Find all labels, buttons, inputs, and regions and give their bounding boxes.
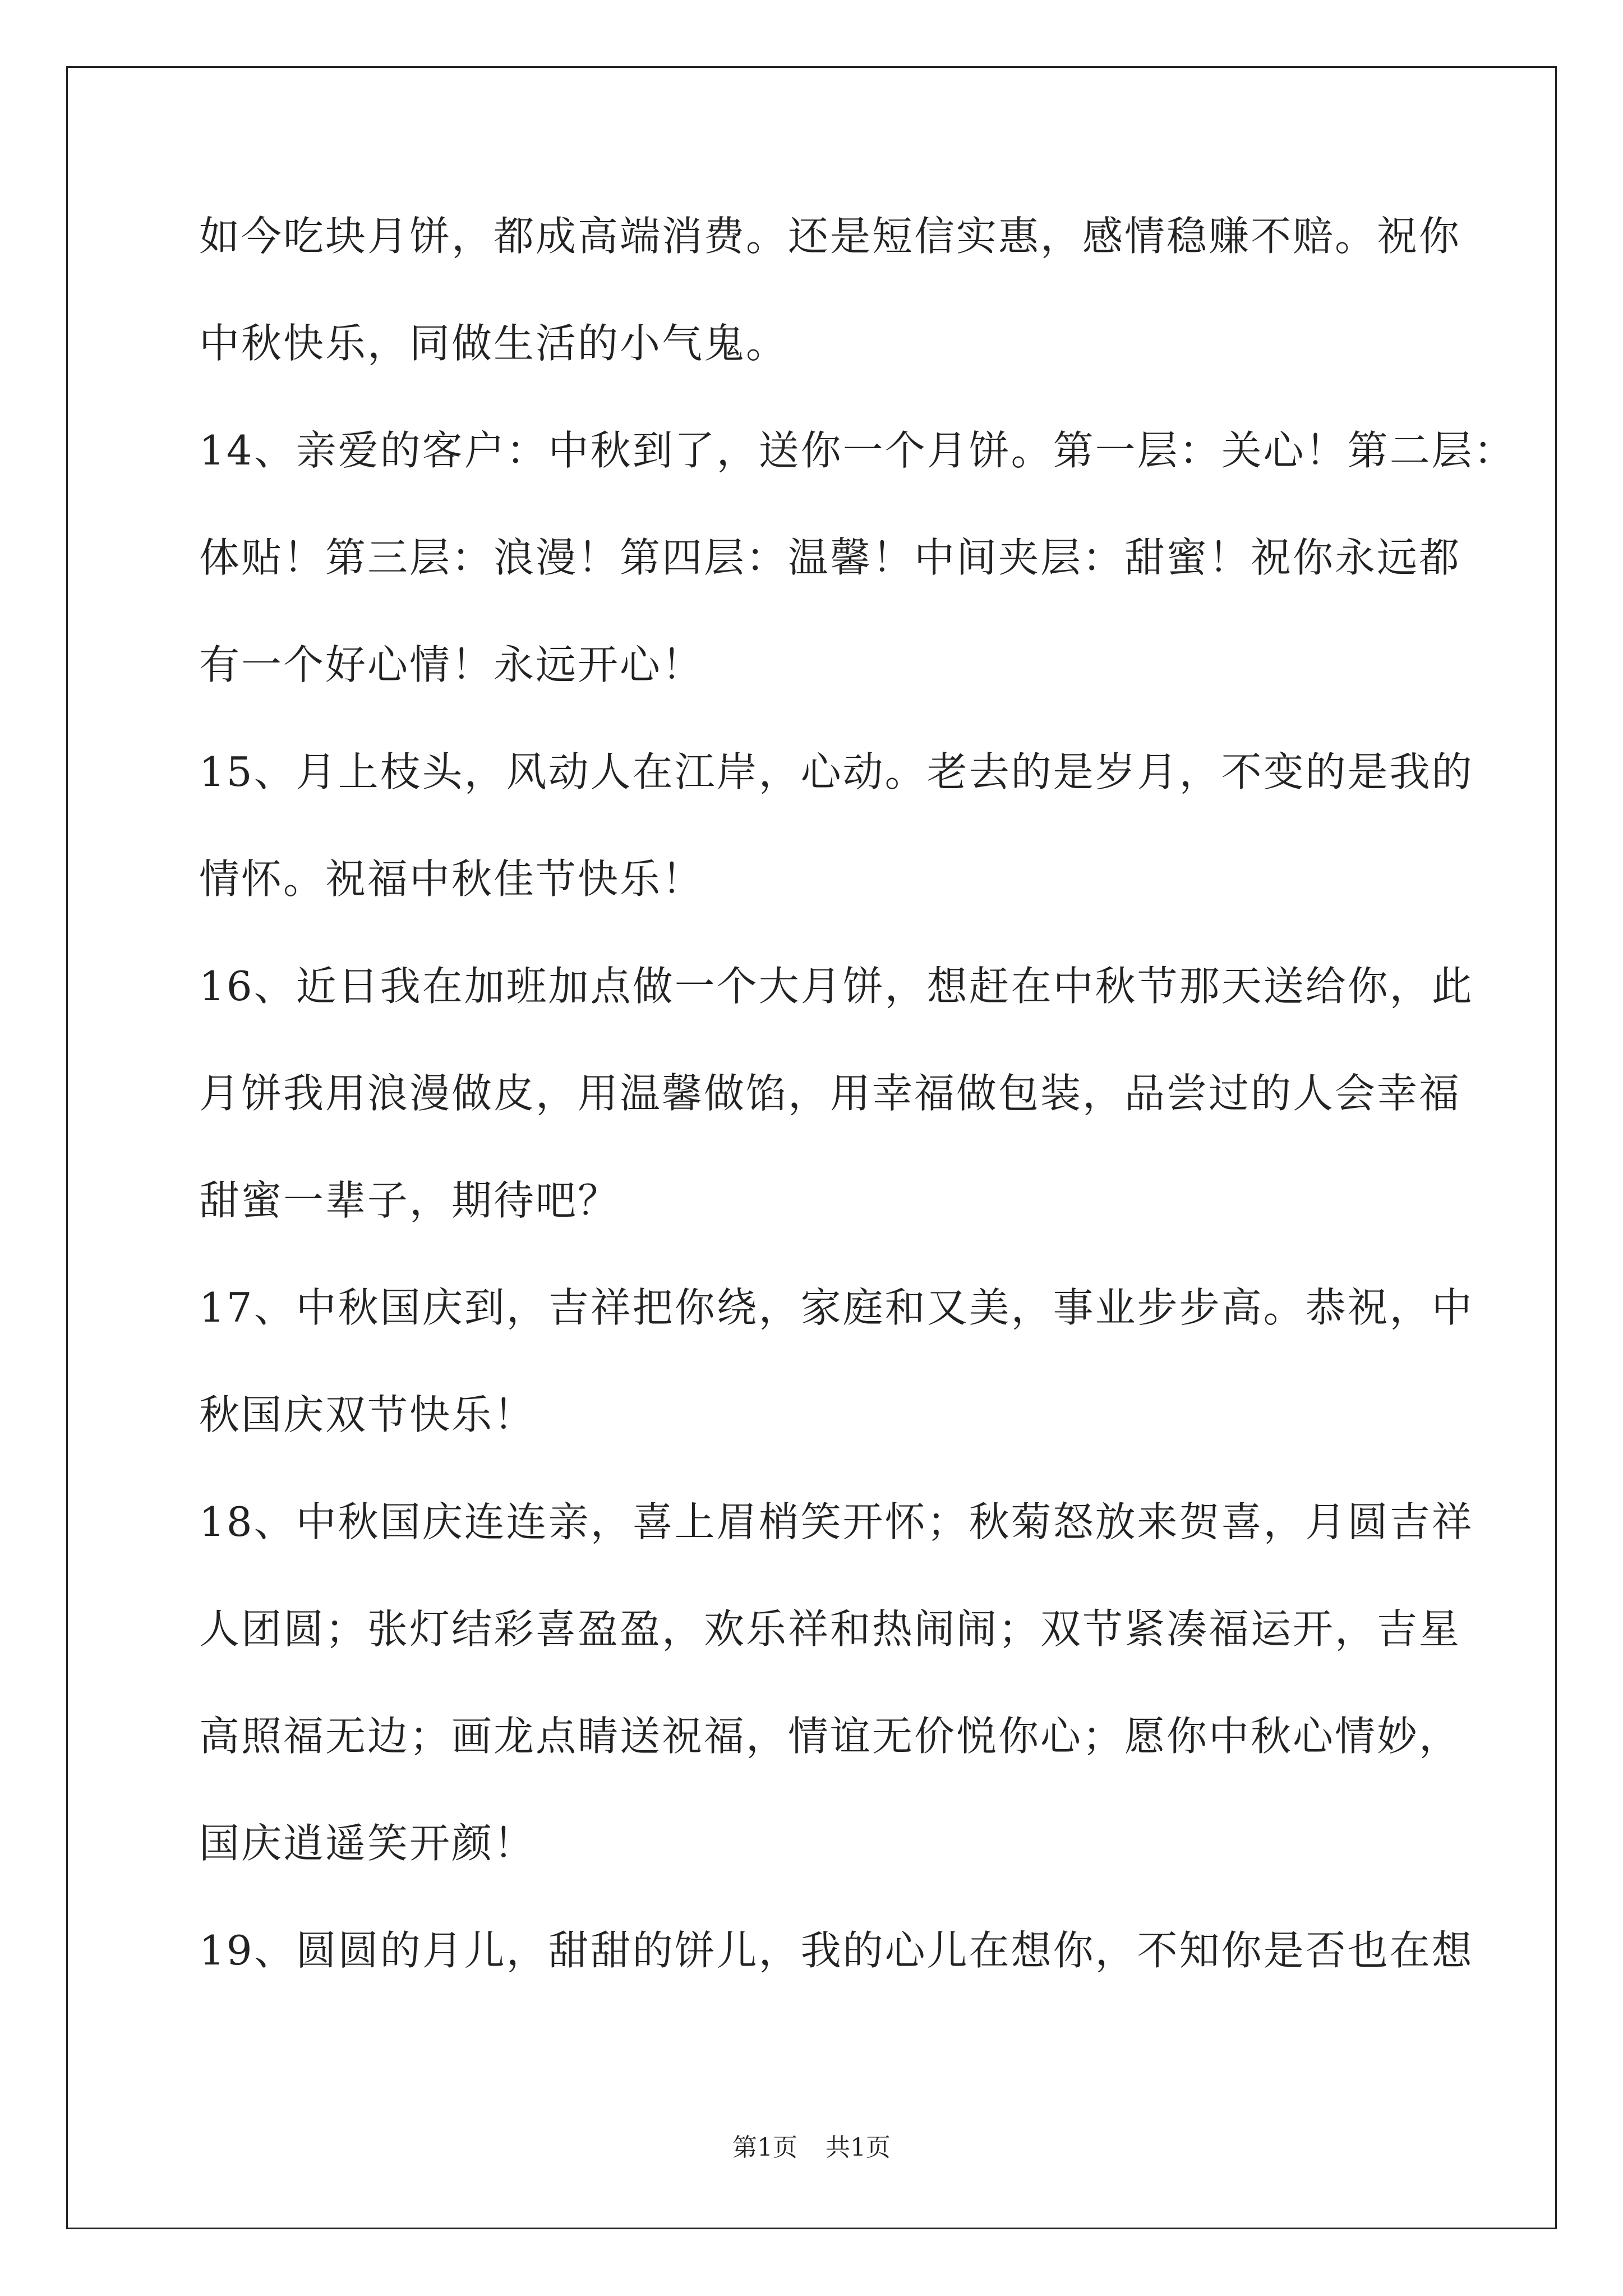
text-line: 人团圆；张灯结彩喜盈盈，欢乐祥和热闹闹；双节紧凑福运开，吉星 bbox=[199, 1605, 1461, 1653]
text-line: 甜蜜一辈子，期待吧？ bbox=[199, 1177, 620, 1224]
text-line: 14、亲爱的客户：中秋到了，送你一个月饼。第一层：关心！第二层： bbox=[199, 427, 1516, 474]
text-line: 19、圆圆的月儿，甜甜的饼儿，我的心儿在想你，不知你是否也在想 bbox=[199, 1927, 1474, 1974]
page-number-current: 第1页 bbox=[732, 2133, 797, 2162]
text-line: 国庆逍遥笑开颜！ bbox=[199, 1820, 536, 1867]
text-line: 秋国庆双节快乐！ bbox=[199, 1391, 536, 1438]
text-line: 16、近日我在加班加点做一个大月饼，想赶在中秋节那天送给你，此 bbox=[199, 963, 1474, 1010]
text-line: 情怀。祝福中秋佳节快乐！ bbox=[199, 855, 704, 903]
page-number-total: 共1页 bbox=[826, 2133, 891, 2162]
text-line: 18、中秋国庆连连亲，喜上眉梢笑开怀；秋菊怒放来贺喜，月圆吉祥 bbox=[199, 1498, 1474, 1545]
text-line: 体贴！第三层：浪漫！第四层：温馨！中间夹层：甜蜜！祝你永远都 bbox=[199, 534, 1461, 581]
text-line: 中秋快乐，同做生活的小气鬼。 bbox=[199, 320, 789, 367]
text-line: 如今吃块月饼，都成高端消费。还是短信实惠，感情稳赚不赔。祝你 bbox=[199, 213, 1461, 260]
text-line: 有一个好心情！永远开心！ bbox=[199, 641, 704, 688]
text-line: 17、中秋国庆到，吉祥把你绕，家庭和又美，事业步步高。恭祝，中 bbox=[199, 1284, 1474, 1331]
text-line: 月饼我用浪漫做皮，用温馨做馅，用幸福做包装，品尝过的人会幸福 bbox=[199, 1070, 1461, 1117]
text-line: 高照福无边；画龙点睛送祝福，情谊无价悦你心；愿你中秋心情妙， bbox=[199, 1713, 1461, 1760]
text-line: 15、月上枝头，风动人在江岸，心动。老去的是岁月，不变的是我的 bbox=[199, 748, 1474, 795]
page-footer bbox=[0, 2127, 1623, 2163]
document-body bbox=[199, 213, 1516, 2037]
